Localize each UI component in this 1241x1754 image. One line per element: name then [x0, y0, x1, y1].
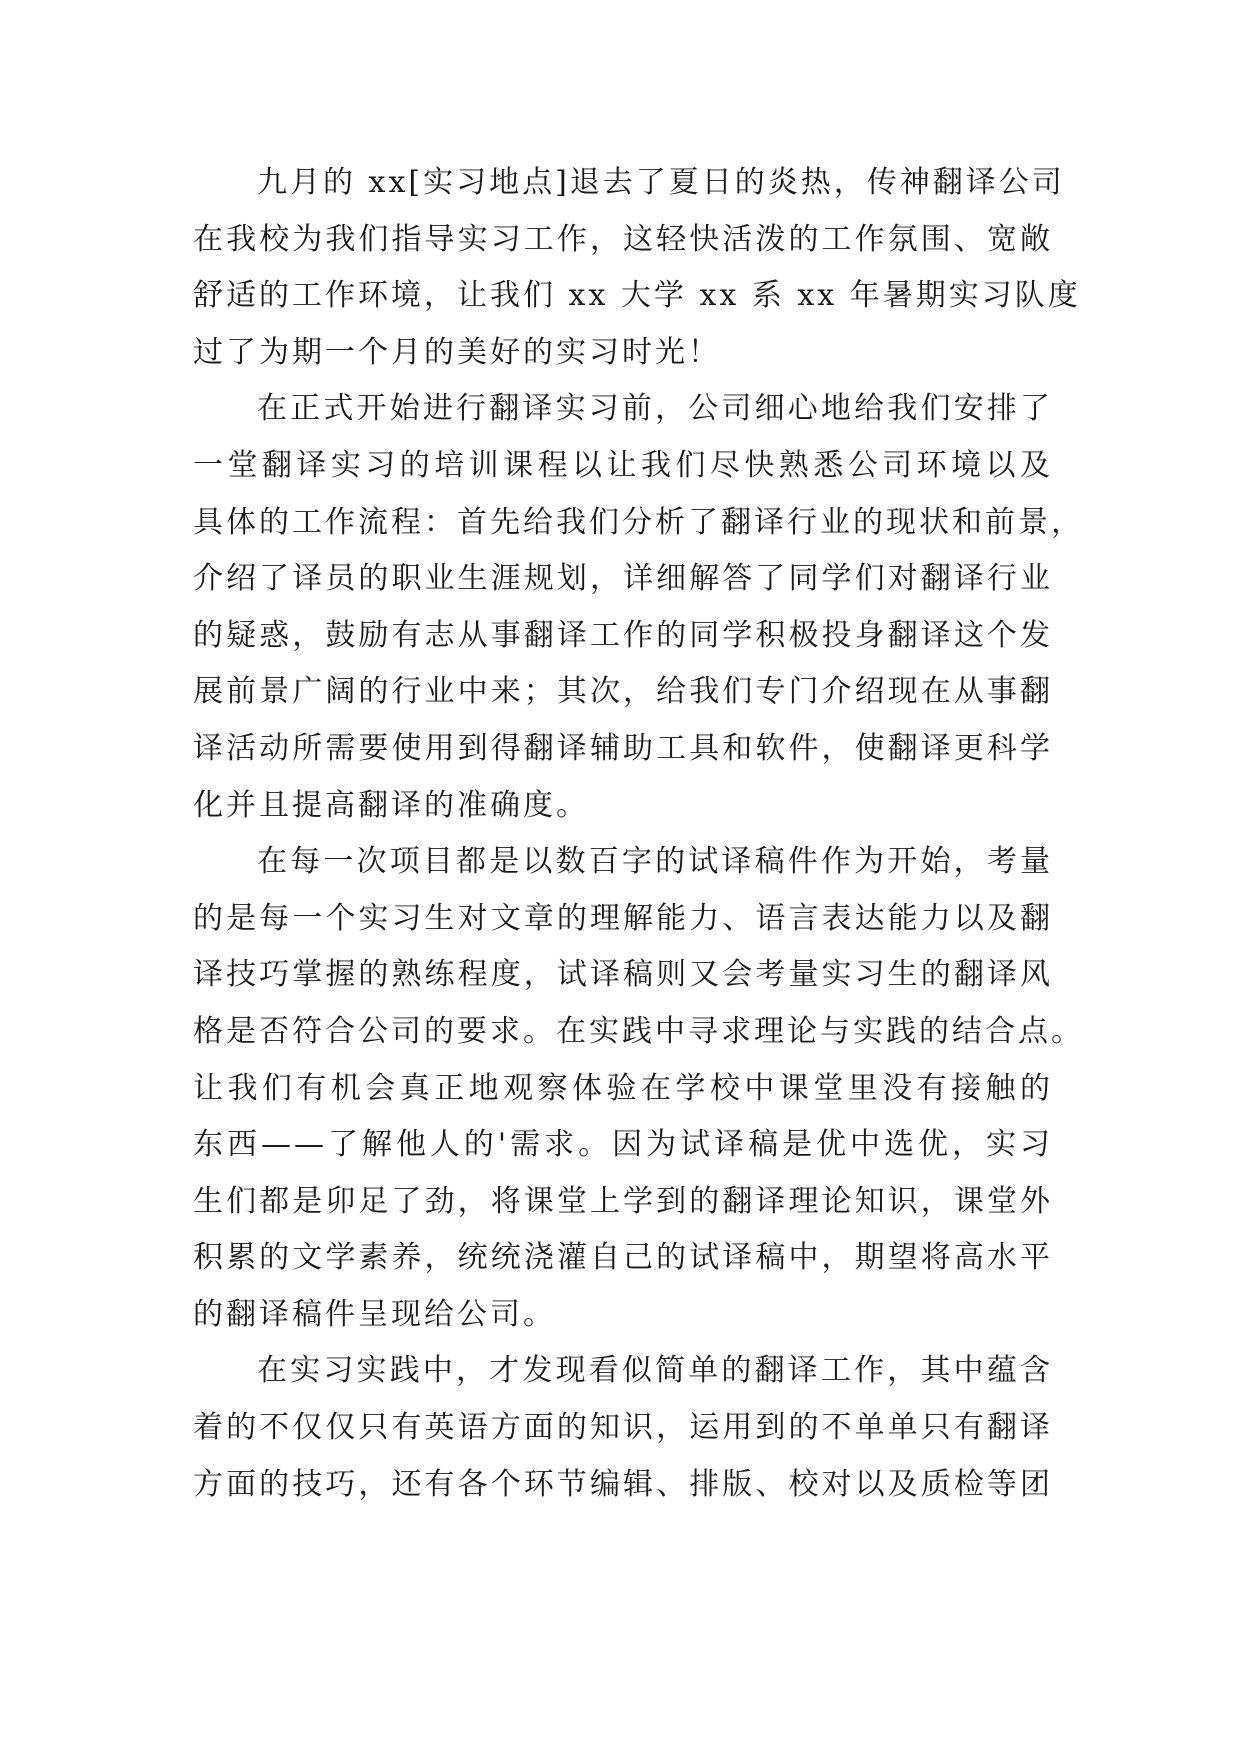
text-line: 九月的 xx[实习地点]退去了夏日的炎热，传神翻译公司: [257, 165, 1065, 200]
text-line: 格是否符合公司的要求。在实践中寻求理论与实践的结合点。: [193, 1013, 1084, 1049]
document-body: [193, 155, 1084, 1513]
text-line: 积累的文学素养，统统浇灌自己的试译稿中，期望将高水平: [193, 1240, 1053, 1276]
text-line: 东西——了解他人的'需求。因为试译稿是优中选优，实习: [193, 1127, 1053, 1163]
text-line: 在正式开始进行翻译实习前，公司细心地给我们安排了: [257, 391, 1053, 427]
text-line: 译技巧掌握的熟练程度，试译稿则又会考量实习生的翻译风: [193, 957, 1053, 993]
text-line: 化并且提高翻译的准确度。: [193, 787, 589, 823]
paragraph-4: [193, 1343, 1053, 1513]
text-line: 在实习实践中，才发现看似简单的翻译工作，其中蕴含: [257, 1353, 1053, 1389]
text-line: 在我校为我们指导实习工作，这轻快活泼的工作氛围、宽敞: [193, 221, 1053, 257]
text-line: 方面的技巧，还有各个环节编辑、排版、校对以及质检等团: [193, 1466, 1053, 1502]
text-line: 过了为期一个月的美好的实习时光！: [193, 334, 721, 370]
text-line: 的翻译稿件呈现给公司。: [193, 1296, 556, 1332]
text-line: 让我们有机会真正地观察体验在学校中课堂里没有接触的: [193, 1070, 1053, 1106]
text-line: 生们都是卯足了劲，将课堂上学到的翻译理论知识，课堂外: [193, 1183, 1053, 1219]
paragraph-2: [193, 381, 1084, 834]
text-line: 介绍了译员的职业生涯规划，详细解答了同学们对翻译行业: [193, 561, 1053, 597]
text-line: 着的不仅仅只有英语方面的知识，运用到的不单单只有翻译: [193, 1410, 1053, 1446]
paragraph-1: [193, 155, 1081, 381]
text-line: 展前景广阔的行业中来；其次，给我们专门介绍现在从事翻: [193, 674, 1053, 710]
text-line: 具体的工作流程：首先给我们分析了翻译行业的现状和前景，: [193, 504, 1084, 540]
paragraph-3: [193, 834, 1084, 1343]
text-line: 的疑惑，鼓励有志从事翻译工作的同学积极投身翻译这个发: [193, 617, 1053, 653]
text-line: 译活动所需要使用到得翻译辅助工具和软件，使翻译更科学: [193, 730, 1053, 766]
text-line: 舒适的工作环境，让我们 xx 大学 xx 系 xx 年暑期实习队度: [193, 278, 1081, 314]
text-line: 的是每一个实习生对文章的理解能力、语言表达能力以及翻: [193, 900, 1053, 936]
text-line: 在每一次项目都是以数百字的试译稿件作为开始，考量: [257, 844, 1053, 880]
text-line: 一堂翻译实习的培训课程以让我们尽快熟悉公司环境以及: [193, 447, 1053, 483]
